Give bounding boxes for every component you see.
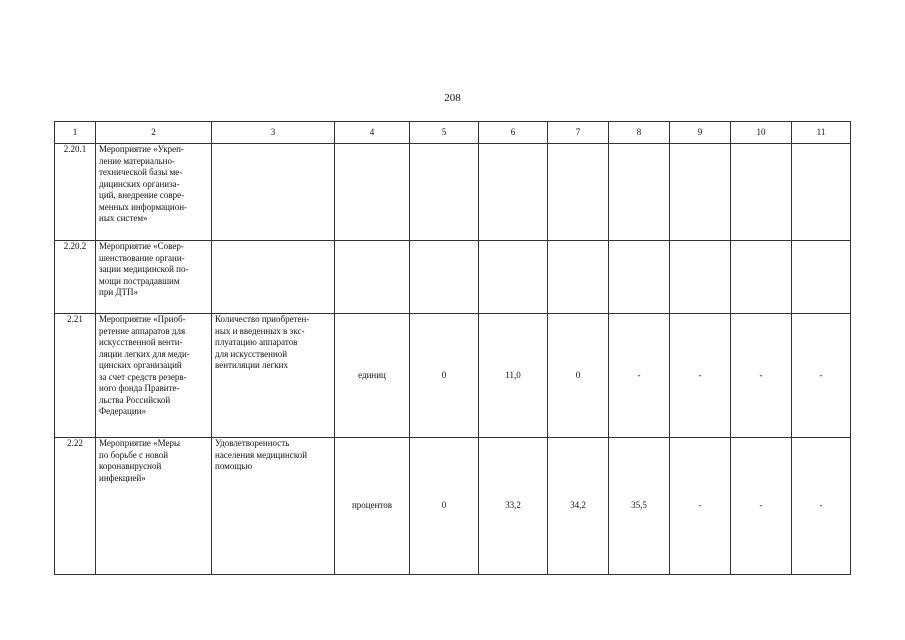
table-row [55,144,851,241]
value-cell [792,241,851,314]
value-cell: 11,0 [479,314,548,438]
row-number: 2.20.2 [55,241,96,314]
value-cell: - [731,438,792,575]
unit-cell [335,241,410,314]
table-row [55,241,851,314]
row-number: 2.20.1 [55,144,96,241]
value-cell [731,144,792,241]
value-cell: 0 [410,438,479,575]
value-cell [670,241,731,314]
event-name: Мероприятие «Совер- шенствование органи- зации медицинской по- мощи пострадавшим при ДТП» [96,241,212,314]
unit-cell: единиц [335,314,410,438]
value-cell: - [792,438,851,575]
header-row [55,122,851,144]
value-cell [731,241,792,314]
unit-cell: процентов [335,438,410,575]
value-cell: - [609,314,670,438]
row-number: 2.22 [55,438,96,575]
value-cell: - [731,314,792,438]
value-cell: - [670,314,731,438]
value-cell: 35,5 [609,438,670,575]
header-cell: 9 [670,122,731,144]
indicator-name: Количество приобретен- ных и введенных в экс- плуатацию аппаратов для искусственной вентиляции легких [212,314,335,438]
header-cell: 10 [731,122,792,144]
page-number: 208 [444,92,461,104]
value-cell [410,241,479,314]
header-cell: 4 [335,122,410,144]
event-name: Мероприятие «Меры по борьбе с новой коронавирусной инфекцией» [96,438,212,575]
header-cell: 11 [792,122,851,144]
value-cell [609,241,670,314]
value-cell: 34,2 [548,438,609,575]
indicator-name [212,144,335,241]
value-cell: 33,2 [479,438,548,575]
event-name: Мероприятие «Укреп- ление материально- технической базы ме- дицинских организа- ций, внедрение совре- менных информацион- ных систем» [96,144,212,241]
indicator-name [212,241,335,314]
value-cell: 0 [548,314,609,438]
event-name: Мероприятие «Приоб- ретение аппаратов для искусственной венти- ляции легких для меди- цинских организаций за счет средств резерв- ного фонда Правите- льства Российской Федерации» [96,314,212,438]
table-row [55,438,851,575]
value-cell: 0 [410,314,479,438]
value-cell [670,144,731,241]
value-cell [548,144,609,241]
indicator-name: Удовлетворенность населения медицинской помощью [212,438,335,575]
value-cell [479,144,548,241]
table-row [55,314,851,438]
value-cell [792,144,851,241]
value-cell [609,144,670,241]
value-cell: - [792,314,851,438]
header-cell: 1 [55,122,96,144]
value-cell [548,241,609,314]
header-cell: 6 [479,122,548,144]
header-cell: 7 [548,122,609,144]
header-cell: 5 [410,122,479,144]
header-cell: 8 [609,122,670,144]
unit-cell [335,144,410,241]
value-cell: - [670,438,731,575]
header-cell: 2 [96,122,212,144]
header-cell: 3 [212,122,335,144]
row-number: 2.21 [55,314,96,438]
indicators-table [54,121,851,575]
value-cell [479,241,548,314]
value-cell [410,144,479,241]
